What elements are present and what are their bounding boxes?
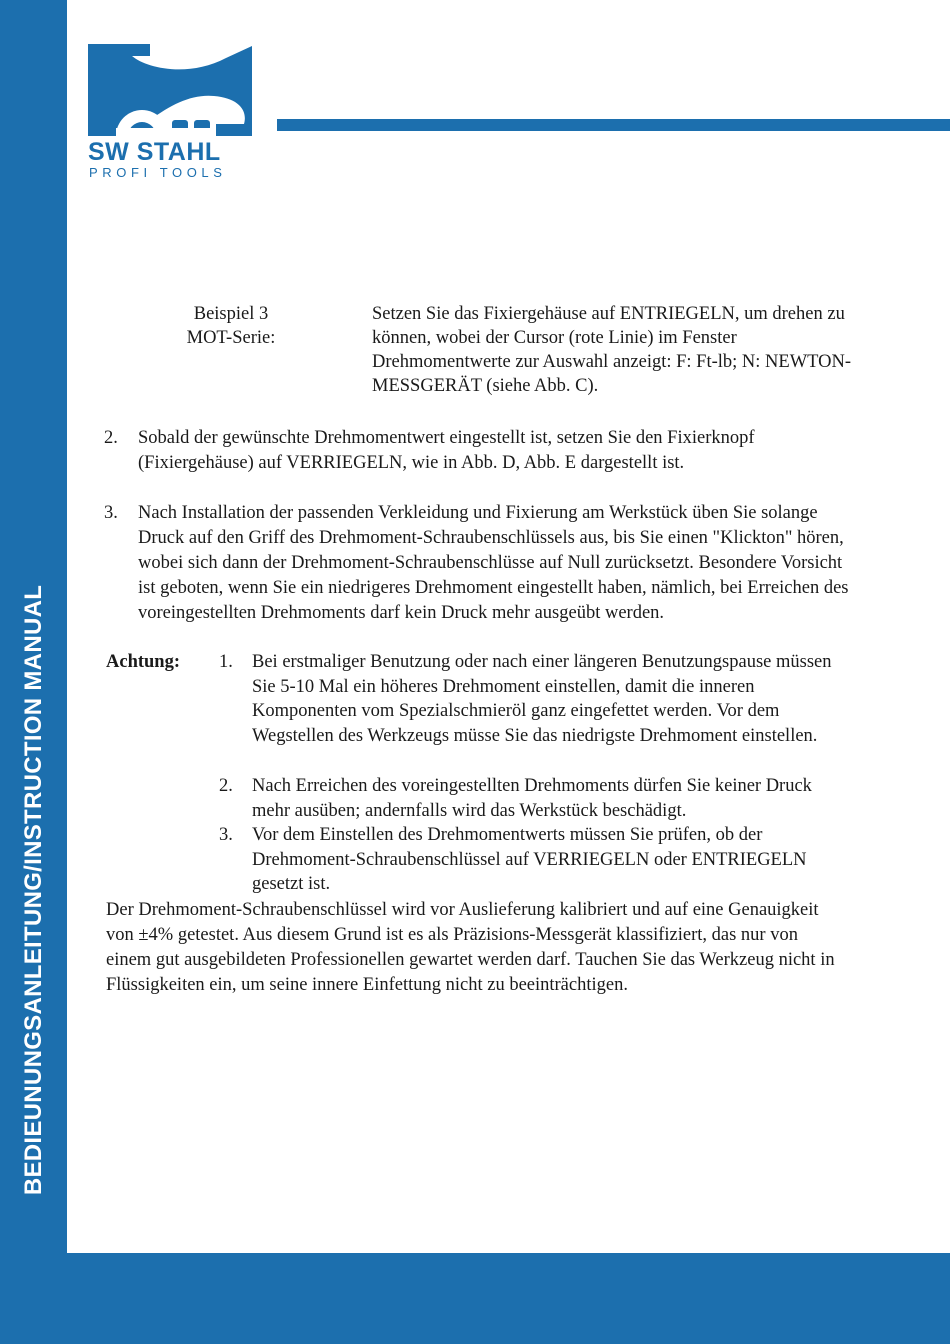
list-item-number: 2. <box>104 428 118 448</box>
warning-item-text: Vor dem Einstellen des Drehmomentwerts müssen Sie prüfen, ob der Drehmoment-Schraubenschlüssel auf VERRIEGELN oder ENTRIEGELN gesetzt ist. <box>252 825 807 894</box>
warning-item-number: 2. <box>219 776 233 796</box>
list-item-text: Sobald der gewünschte Drehmomentwert eingestellt ist, setzen Sie den Fixierknopf (Fixiergehäuse) auf VERRIEGELN, wie in Abb. D, Abb. E dargestellt ist. <box>138 428 755 473</box>
list-item-text: Nach Installation der passenden Verkleidung und Fixierung am Werkstück üben Sie solange Druck auf den Griff des Drehmoment-Schraubenschlüssels aus, bis Sie einen "Klickton" hören, wobei sich dann der Drehmoment-Schraubenschlüsse auf Null zurücksetzt. Besondere Vorsicht ist geboten, wenn Sie ein niedrigeres Drehmoment eingestellt haben, nämlich, bei Erreichen des voreingestellten Drehmoments darf kein Druck mehr ausgeübt werden. <box>138 503 849 623</box>
example-label-line1: Beispiel 3 <box>193 304 269 324</box>
logo-subtitle: PROFI TOOLS <box>89 165 227 180</box>
sidebar-title: BEDIEUNUNGSANLEITUNG/INSTRUCTION MANUAL <box>20 584 47 1196</box>
example-text: Setzen Sie das Fixiergehäuse auf ENTRIEGELN, um drehen zu können, wobei der Cursor (rote Linie) im Fenster Drehmomentwerte zur Auswahl anzeigt: F: Ft-lb; N: NEWTON-MESSGERÄT (siehe Abb. C). <box>372 304 852 396</box>
list-item-number: 3. <box>104 503 118 523</box>
example-label <box>150 302 312 350</box>
warning-item-number: 1. <box>219 652 233 672</box>
warning-label: Achtung: <box>106 652 181 672</box>
warning-item-text: Nach Erreichen des voreingestellten Drehmoments dürfen Sie keiner Druck mehr ausüben; andernfalls wird das Werkstück beschädigt. <box>252 776 812 821</box>
warning-item-text: Bei erstmaliger Benutzung oder nach einer längeren Benutzungspause müssen Sie 5-10 Mal ein höheres Drehmoment einstellen, damit die inneren Komponenten vom Spezialschmieröl ganz eingefettet werden. Vor dem Wegstellen des Werkzeugs müsse Sie das niedrigste Drehmoment einstellen. <box>252 652 832 746</box>
closing-paragraph: Der Drehmoment-Schraubenschlüssel wird vor Auslieferung kalibriert und auf eine Genauigkeit von ±4% getestet. Aus diesem Grund ist es als Präzisions-Messgerät klassifiziert, das nur von einem gut ausgebildeten Professionellen gewartet werden darf. Tauchen Sie das Werkzeug nicht in Flüssigkeiten ein, um seine innere Einfettung nicht zu beeinträchtigen. <box>106 900 835 995</box>
example-label-line2: MOT-Serie: <box>186 328 276 348</box>
logo-name: SW STAHL <box>88 138 221 166</box>
warning-item-number: 3. <box>219 825 233 845</box>
